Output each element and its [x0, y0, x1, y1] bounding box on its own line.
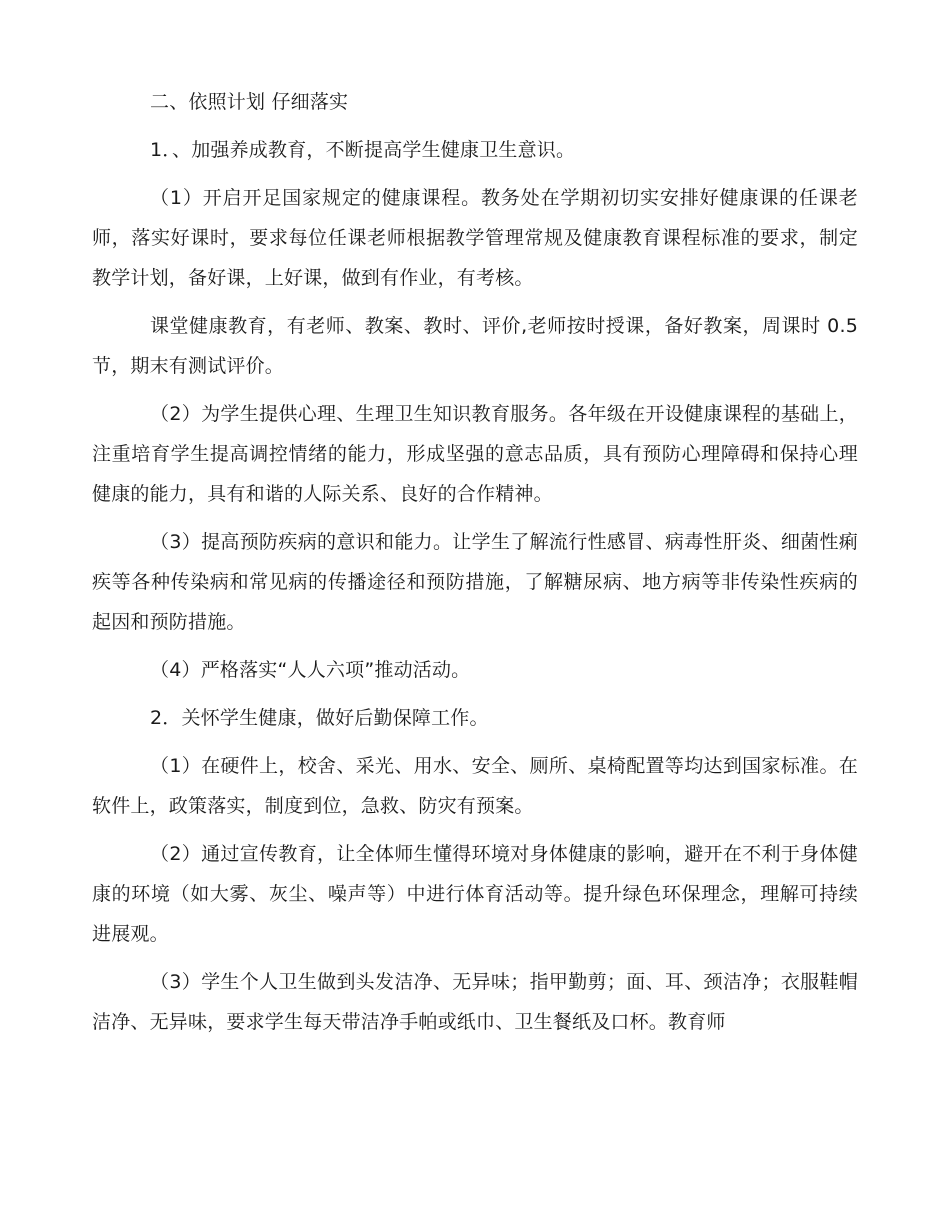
section-heading: 二、依照计划 仔细落实	[150, 91, 349, 113]
subsection-heading-2: 2．关怀学生健康，做好后勤保障工作。	[150, 707, 489, 729]
paragraph-2-1: （1）在硬件上，校舍、采光、用水、安全、厕所、桌椅配置等均达到国家标准。在软件上，政策落实，制度到位，急救、防灾有预案。	[92, 755, 858, 817]
paragraph-2-3: （3）学生个人卫生做到头发洁净、无异味；指甲勤剪；面、耳、颈洁净；衣服鞋帽洁净、无异味，要求学生每天带洁净手帕或纸巾、卫生餐纸及口杯。教育师	[92, 971, 858, 1033]
paragraph-1-1: （1）开启开足国家规定的健康课程。教务处在学期初切实安排好健康课的任课老师，落实好课时，要求每位任课老师根据教学管理常规及健康教育课程标准的要求，制定教学计划，备好课，上好课，做到有作业，有考核。	[92, 187, 858, 289]
paragraph-1-3: （3）提高预防疾病的意识和能力。让学生了解流行性感冒、病毒性肝炎、细菌性痢疾等各种传染病和常见病的传播途径和预防措施，了解糖尿病、地方病等非传染性疾病的起因和预防措施。	[92, 531, 858, 633]
paragraph-1-4: （4）严格落实“人人六项”推动活动。	[150, 659, 471, 681]
paragraph-classroom: 课堂健康教育，有老师、教案、教时、评价,老师按时授课，备好教案，周课时 0.5 节，期末有测试评价。	[92, 315, 858, 377]
paragraph-2-2: （2）通过宣传教育，让全体师生懂得环境对身体健康的影响，避开在不利于身体健康的环境（如大雾、灰尘、噪声等）中进行体育活动等。提升绿色环保理念，理解可持续进展观。	[92, 843, 858, 945]
document-body	[92, 82, 858, 1042]
paragraph-1-2: （2）为学生提供心理、生理卫生知识教育服务。各年级在开设健康课程的基础上，注重培育学生提高调控情绪的能力，形成坚强的意志品质，具有预防心理障碍和保持心理健康的能力，具有和谐的人际关系、良好的合作精神。	[92, 403, 858, 505]
subsection-heading-1: 1．、加强养成教育，不断提高学生健康卫生意识。	[150, 139, 576, 161]
